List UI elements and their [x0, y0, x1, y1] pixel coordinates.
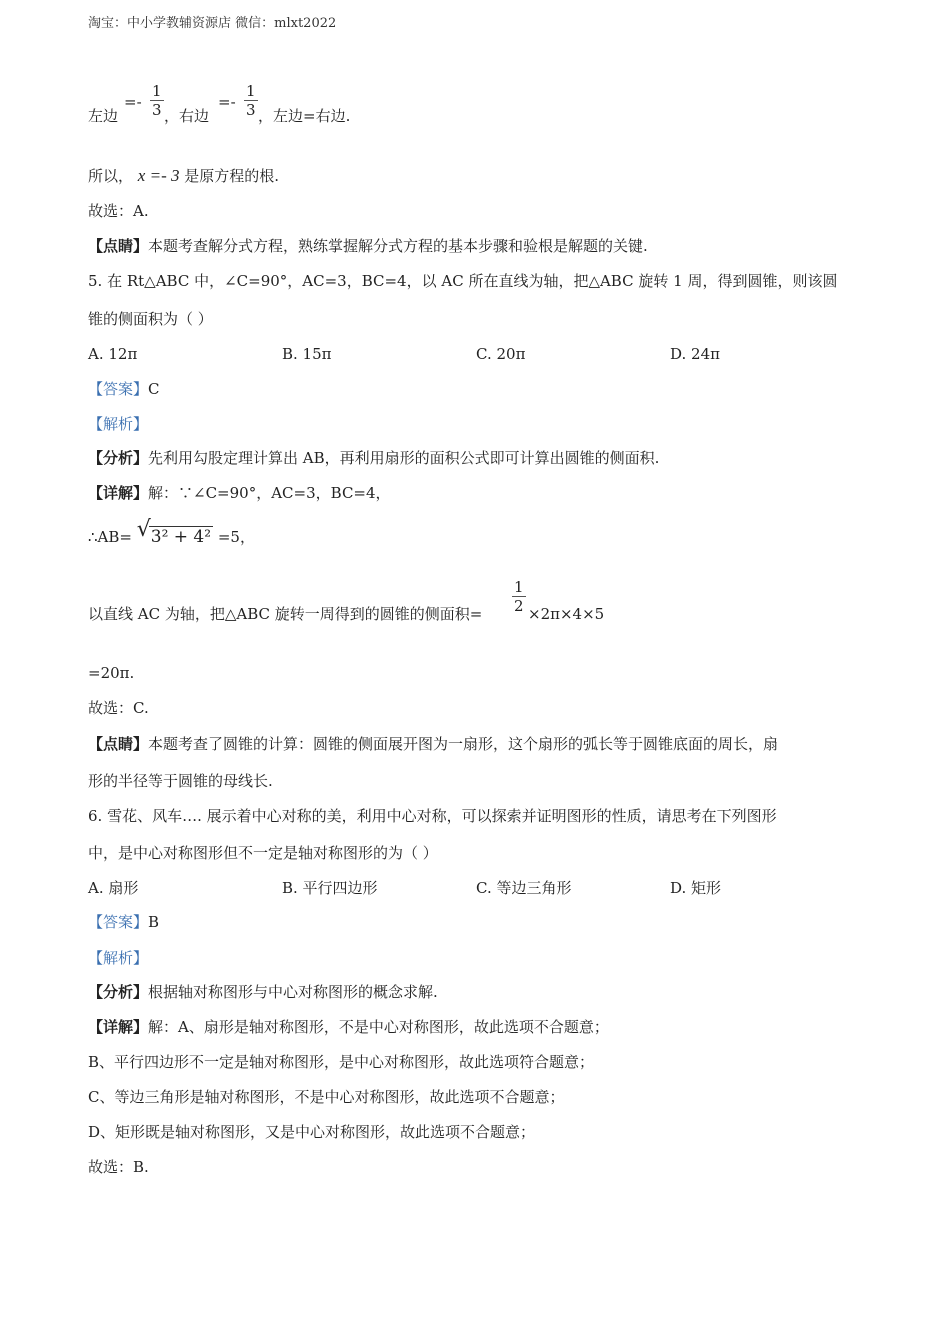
q6-option-b-explain: B、平行四边形不一定是轴对称图形，是中心对称图形，故此选项符合题意； [88, 1053, 595, 1071]
equals-minus-2: =- [218, 93, 236, 111]
q5-ab-line: ∴AB= √ 3² + 4² =5， [88, 517, 255, 547]
conclusion-line: 所以， x =- 3 是原方程的根. [88, 166, 280, 185]
q6-analysis-tag: 【解析】 [88, 949, 149, 967]
q5-xiangjie: 【详解】解：∵∠C=90°，AC=3，BC=4， [88, 484, 391, 502]
right-label: ，右边 [164, 107, 210, 125]
q5-fenxi: 【分析】先利用勾股定理计算出 AB，再利用扇形的面积公式即可计算出圆锥的侧面积. [88, 449, 660, 467]
q5-option-b: B. 15π [282, 345, 332, 363]
q6-stem-line1: 6. 雪花、风车…. 展示着中心对称的美，利用中心对称，可以探索并证明图形的性质，请思考在下列图形 [88, 807, 777, 825]
choose-4: 故选：A. [88, 202, 149, 220]
q5-result: =20π. [88, 664, 135, 682]
radical-sign: √ [136, 517, 151, 542]
q5-analysis-tag: 【解析】 [88, 415, 149, 433]
verify-tail: ，左边=右边. [258, 107, 351, 125]
left-label: 左边 [88, 107, 119, 125]
fraction-2: $\frac{1}{3}$ [246, 82, 256, 119]
q6-fenxi: 【分析】根据轴对称图形与中心对称图形的概念求解. [88, 983, 438, 1001]
equals-minus-1: =- [124, 93, 142, 111]
q6-option-d: D. 矩形 [670, 879, 722, 897]
q5-stem-line2: 锥的侧面积为（ ） [88, 310, 213, 328]
sqrt-expression: √ 3² + 4² [136, 517, 212, 547]
q5-choose: 故选：C. [88, 699, 149, 717]
q6-option-d-explain: D、矩形既是轴对称图形，又是中心对称图形，故此选项不合题意； [88, 1123, 536, 1141]
q6-xiangjie: 【详解】解：A、扇形是轴对称图形，不是中心对称图形，故此选项不合题意； [88, 1018, 609, 1036]
q6-option-c: C. 等边三角形 [476, 879, 572, 897]
q5-comment-line2: 形的半径等于圆锥的母线长. [88, 772, 273, 790]
q5-stem-line1: 5. 在 Rt△ABC 中，∠C=90°，AC=3，BC=4，以 AC 所在直线为轴，把△ABC 旋转 1 周，得到圆锥，则该圆 [88, 272, 838, 290]
root-expression: x =- 3 [137, 166, 180, 185]
q5-option-c: C. 20π [476, 345, 526, 363]
page-header: 淘宝：中小学教辅资源店 微信：mlxt2022 [88, 16, 337, 31]
q6-option-c-explain: C、等边三角形是轴对称图形，不是中心对称图形，故此选项不合题意； [88, 1088, 565, 1106]
q6-option-a: A. 扇形 [88, 879, 139, 897]
q6-answer: 【答案】B [88, 913, 160, 931]
fraction-1: $\frac{1}{3}$ [152, 82, 162, 119]
q5-comment-line1: 【点睛】本题考查了圆锥的计算：圆锥的侧面展开图为一扇形，这个扇形的弧长等于圆锥底面的周长，扇 [88, 735, 779, 753]
q5-option-d: D. 24π [670, 345, 720, 363]
q6-stem-line2: 中，是中心对称图形但不一定是轴对称图形的为（ ） [88, 844, 438, 862]
half-fraction: $\frac{1}{2}$ [514, 578, 524, 615]
comment-4: 【点睛】本题考查解分式方程，熟练掌握解分式方程的基本步骤和验根是解题的关键. [88, 237, 648, 255]
q6-choose: 故选：B. [88, 1158, 149, 1176]
q5-option-a: A. 12π [88, 345, 138, 363]
q5-answer: 【答案】C [88, 380, 160, 398]
q6-option-b: B. 平行四边形 [282, 879, 378, 897]
